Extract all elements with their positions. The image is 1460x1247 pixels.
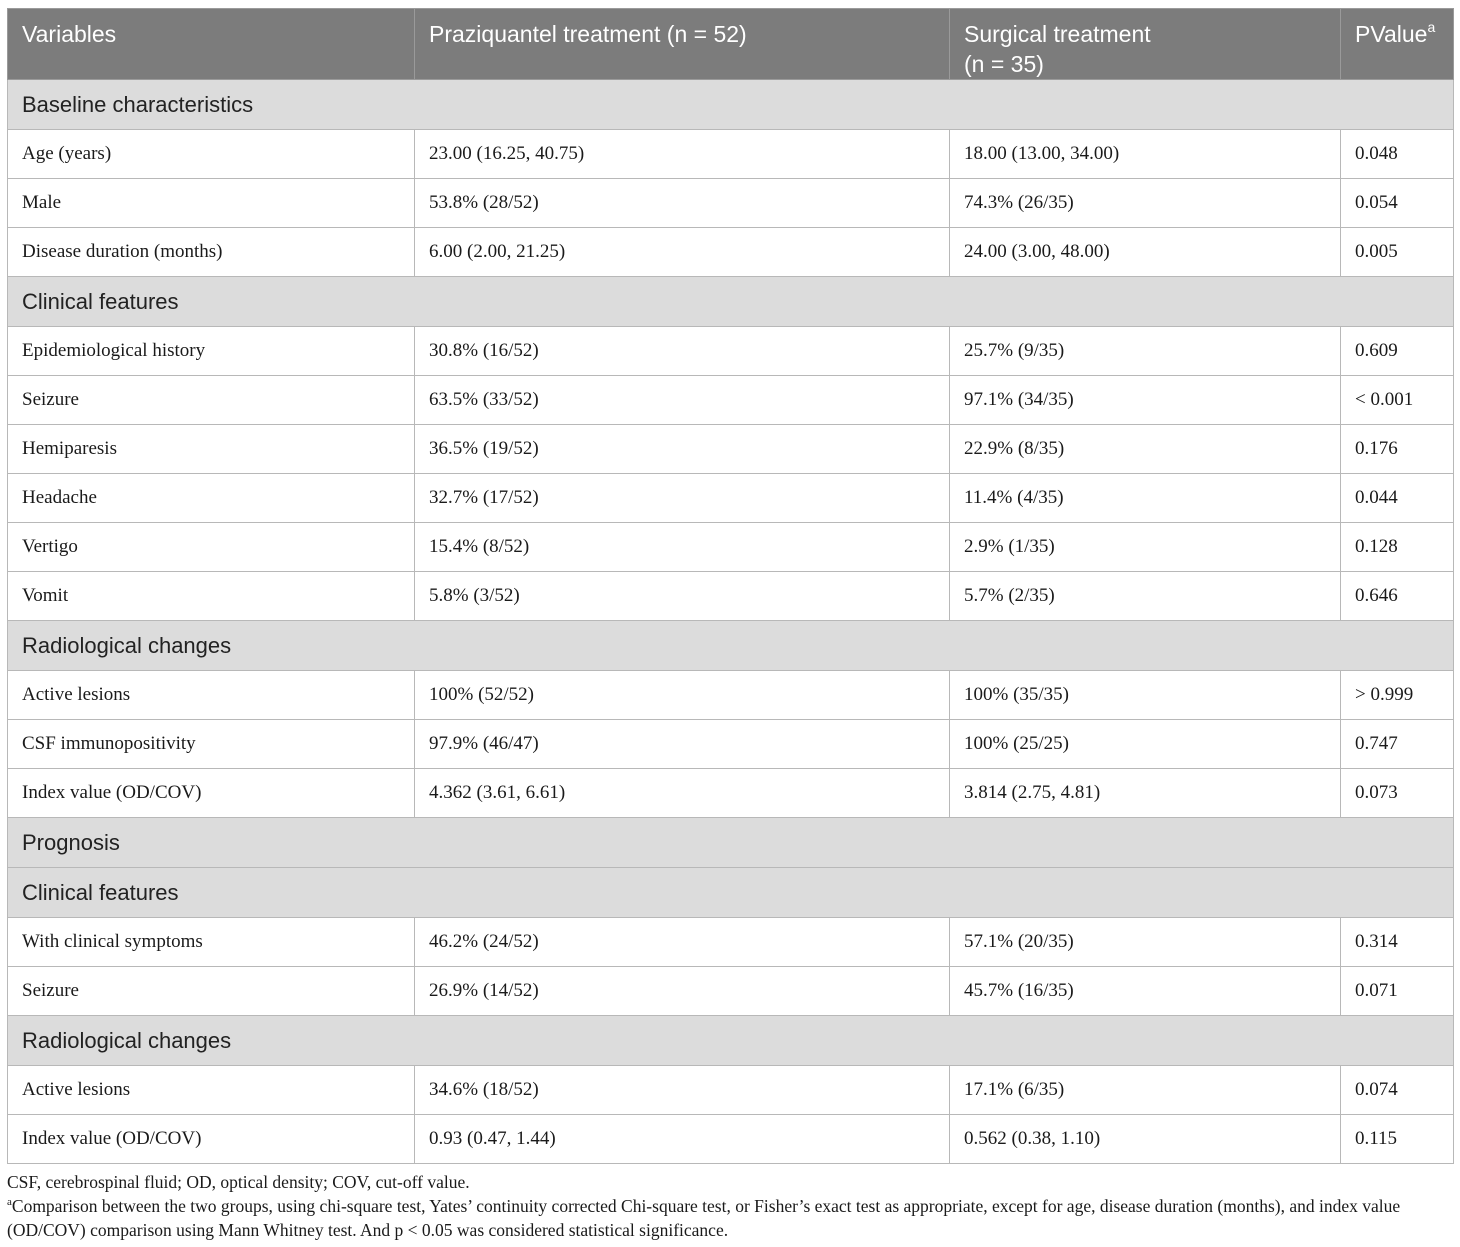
header-surgical: Surgical treatment (n = 35) bbox=[950, 9, 1341, 80]
results-table-container bbox=[7, 8, 1453, 1164]
pvalue-cell: > 0.999 bbox=[1341, 671, 1454, 720]
variable-cell: Active lesions bbox=[8, 671, 415, 720]
footnote-marker: a bbox=[1427, 19, 1436, 35]
table-row bbox=[8, 1115, 1454, 1164]
pvalue-cell: 0.048 bbox=[1341, 130, 1454, 179]
section-row bbox=[8, 868, 1454, 918]
section-row bbox=[8, 818, 1454, 868]
table-row bbox=[8, 179, 1454, 228]
praziquantel-cell: 6.00 (2.00, 21.25) bbox=[415, 228, 950, 277]
table-row bbox=[8, 130, 1454, 179]
header-row bbox=[8, 9, 1454, 80]
table-row bbox=[8, 967, 1454, 1016]
variable-cell: CSF immunopositivity bbox=[8, 720, 415, 769]
surgical-cell: 45.7% (16/35) bbox=[950, 967, 1341, 1016]
variable-cell: Disease duration (months) bbox=[8, 228, 415, 277]
praziquantel-cell: 63.5% (33/52) bbox=[415, 376, 950, 425]
table-row bbox=[8, 720, 1454, 769]
surgical-cell: 17.1% (6/35) bbox=[950, 1066, 1341, 1115]
variable-cell: Vomit bbox=[8, 572, 415, 621]
pvalue-cell: 0.747 bbox=[1341, 720, 1454, 769]
pvalue-cell: 0.314 bbox=[1341, 918, 1454, 967]
praziquantel-cell: 100% (52/52) bbox=[415, 671, 950, 720]
header-pvalue: PValue$^a$ bbox=[1341, 9, 1454, 80]
abbreviations-note: CSF, cerebrospinal fluid; OD, optical density; COV, cut-off value. bbox=[7, 1172, 470, 1192]
header-variables: Variables bbox=[8, 9, 415, 80]
praziquantel-cell: 0.93 (0.47, 1.44) bbox=[415, 1115, 950, 1164]
variable-cell: Index value (OD/COV) bbox=[8, 1115, 415, 1164]
variable-cell: Hemiparesis bbox=[8, 425, 415, 474]
pvalue-cell: 0.044 bbox=[1341, 474, 1454, 523]
surgical-cell: 57.1% (20/35) bbox=[950, 918, 1341, 967]
pvalue-cell: 0.073 bbox=[1341, 769, 1454, 818]
praziquantel-cell: 34.6% (18/52) bbox=[415, 1066, 950, 1115]
praziquantel-cell: 15.4% (8/52) bbox=[415, 523, 950, 572]
table-header bbox=[8, 9, 1454, 80]
section-row bbox=[8, 277, 1454, 327]
surgical-cell: 22.9% (8/35) bbox=[950, 425, 1341, 474]
pvalue-cell: 0.005 bbox=[1341, 228, 1454, 277]
table-row bbox=[8, 671, 1454, 720]
pvalue-cell: 0.054 bbox=[1341, 179, 1454, 228]
praziquantel-cell: 30.8% (16/52) bbox=[415, 327, 950, 376]
pvalue-cell: 0.074 bbox=[1341, 1066, 1454, 1115]
variable-cell: Seizure bbox=[8, 967, 415, 1016]
section-title: Prognosis bbox=[8, 818, 1454, 868]
variable-cell: Male bbox=[8, 179, 415, 228]
surgical-cell: 5.7% (2/35) bbox=[950, 572, 1341, 621]
table-row bbox=[8, 425, 1454, 474]
section-title: Baseline characteristics bbox=[8, 80, 1454, 130]
section-title: Clinical features bbox=[8, 277, 1454, 327]
praziquantel-cell: 46.2% (24/52) bbox=[415, 918, 950, 967]
section-row bbox=[8, 621, 1454, 671]
praziquantel-cell: 5.8% (3/52) bbox=[415, 572, 950, 621]
surgical-cell: 100% (35/35) bbox=[950, 671, 1341, 720]
variable-cell: Vertigo bbox=[8, 523, 415, 572]
praziquantel-cell: 4.362 (3.61, 6.61) bbox=[415, 769, 950, 818]
section-row bbox=[8, 1016, 1454, 1066]
praziquantel-cell: 23.00 (16.25, 40.75) bbox=[415, 130, 950, 179]
variable-cell: Active lesions bbox=[8, 1066, 415, 1115]
praziquantel-cell: 97.9% (46/47) bbox=[415, 720, 950, 769]
table-row bbox=[8, 1066, 1454, 1115]
variable-cell: Headache bbox=[8, 474, 415, 523]
surgical-cell: 97.1% (34/35) bbox=[950, 376, 1341, 425]
surgical-cell: 25.7% (9/35) bbox=[950, 327, 1341, 376]
surgical-cell: 100% (25/25) bbox=[950, 720, 1341, 769]
surgical-cell: 3.814 (2.75, 4.81) bbox=[950, 769, 1341, 818]
section-title: Radiological changes bbox=[8, 621, 1454, 671]
pvalue-cell: 0.115 bbox=[1341, 1115, 1454, 1164]
pvalue-cell: 0.609 bbox=[1341, 327, 1454, 376]
table-row bbox=[8, 474, 1454, 523]
surgical-cell: 11.4% (4/35) bbox=[950, 474, 1341, 523]
table-row bbox=[8, 376, 1454, 425]
praziquantel-cell: 36.5% (19/52) bbox=[415, 425, 950, 474]
statistics-note: $^a$Comparison between the two groups, using chi-square test, Yates’ continuity corrected Chi-square test, or Fisher’s exact test as appropriate, except for age, disease duration (months), and index value (OD/COV) comparison using Mann Whitney test. And p < 0.05 was considered statistical significance. bbox=[7, 1196, 1401, 1240]
pvalue-cell: 0.071 bbox=[1341, 967, 1454, 1016]
variable-cell: With clinical symptoms bbox=[8, 918, 415, 967]
table-row bbox=[8, 327, 1454, 376]
surgical-cell: 74.3% (26/35) bbox=[950, 179, 1341, 228]
pvalue-cell: 0.128 bbox=[1341, 523, 1454, 572]
table-row bbox=[8, 572, 1454, 621]
variable-cell: Age (years) bbox=[8, 130, 415, 179]
surgical-cell: 2.9% (1/35) bbox=[950, 523, 1341, 572]
table-row bbox=[8, 769, 1454, 818]
section-title: Radiological changes bbox=[8, 1016, 1454, 1066]
surgical-cell: 18.00 (13.00, 34.00) bbox=[950, 130, 1341, 179]
table-footnotes bbox=[7, 1170, 1453, 1242]
footnote-marker: a bbox=[7, 1196, 12, 1208]
table-row bbox=[8, 228, 1454, 277]
table-body bbox=[8, 80, 1454, 1164]
praziquantel-cell: 26.9% (14/52) bbox=[415, 967, 950, 1016]
surgical-cell: 0.562 (0.38, 1.10) bbox=[950, 1115, 1341, 1164]
pvalue-cell: < 0.001 bbox=[1341, 376, 1454, 425]
surgical-cell: 24.00 (3.00, 48.00) bbox=[950, 228, 1341, 277]
variable-cell: Index value (OD/COV) bbox=[8, 769, 415, 818]
praziquantel-cell: 32.7% (17/52) bbox=[415, 474, 950, 523]
variable-cell: Seizure bbox=[8, 376, 415, 425]
table-row bbox=[8, 523, 1454, 572]
table-row bbox=[8, 918, 1454, 967]
pvalue-cell: 0.176 bbox=[1341, 425, 1454, 474]
comparison-table bbox=[7, 8, 1454, 1164]
pvalue-cell: 0.646 bbox=[1341, 572, 1454, 621]
section-title: Clinical features bbox=[8, 868, 1454, 918]
header-praziquantel: Praziquantel treatment (n = 52) bbox=[415, 9, 950, 80]
section-row bbox=[8, 80, 1454, 130]
praziquantel-cell: 53.8% (28/52) bbox=[415, 179, 950, 228]
variable-cell: Epidemiological history bbox=[8, 327, 415, 376]
